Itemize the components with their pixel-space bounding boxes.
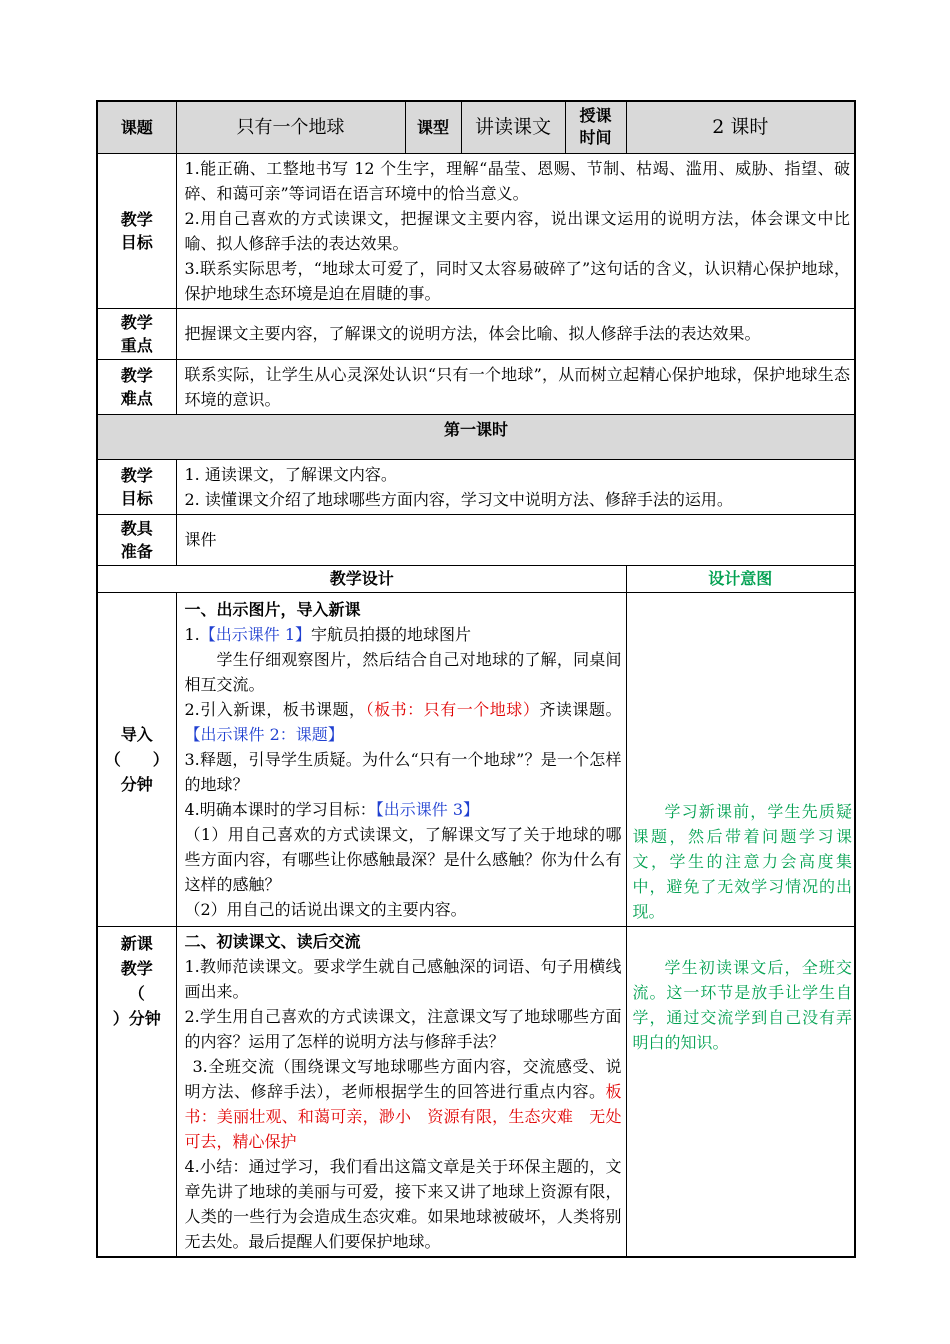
goals-label-line-2: 目标 — [120, 232, 153, 252]
part2-label-line-4: ）分钟 — [112, 1008, 161, 1028]
part1-line: 3.释题，引导学生质疑。为什么“只有一个地球”？是一个怎样的地球？ — [184, 749, 622, 794]
intent-label: 设计意图 — [626, 565, 855, 592]
part1-intent: 学习新课前，学生先质疑课题，然后带着问题学习课文，学生的注意力会高度集中，避免了无效学习情况的出现。 — [626, 592, 855, 926]
goals-label-line-1: 教学 — [120, 209, 153, 229]
hours-label — [565, 101, 626, 153]
difficulties-label — [97, 359, 176, 414]
part1-l5-a: 4.明确本课时的学习目标： — [184, 799, 376, 819]
lesson1-goals — [176, 459, 855, 514]
part2-line — [185, 1054, 622, 1154]
part1-label — [97, 592, 176, 926]
topic-label: 课题 — [97, 101, 176, 153]
part1-line — [185, 797, 622, 822]
lesson1-goals-label-line-2: 目标 — [120, 488, 153, 508]
part2-label-line-1: 新课 — [120, 933, 153, 953]
part2-line: 4.小结：通过学习，我们看出这篇文章是关于环保主题的，文章先讲了地球的美丽与可爱，接下来又讲了地球上资源有限，人类的一些行为会造成生态灾难。如果地球被破坏，人类将别无去处。最后提醒人们要保护地球。 — [184, 1156, 622, 1251]
difficulties-label-line-1: 教学 — [120, 365, 153, 385]
part2-heading: 二、初读课文、读后交流 — [184, 931, 361, 951]
blackboard-note: 板书：美丽壮观、和蔼可亲，渺小 资源有限，生态灾难 无处可去，精心保护 — [184, 1081, 622, 1151]
tools-row — [97, 514, 855, 565]
tools-label — [97, 514, 176, 565]
part1-line: （1）用自己喜欢的方式读课文，了解课文写了关于地球的哪些方面内容，有哪些让你感触最深？是什么感触？你为什么有这样的感触？ — [184, 824, 622, 894]
goal-item: 2.用自己喜欢的方式读课文，把握课文主要内容，说出课文运用的说明方法，体会课文中比喻、拟人修辞手法的表达效果。 — [184, 208, 851, 253]
key-points-label — [97, 308, 176, 359]
tools-label-line-2: 准备 — [120, 541, 153, 561]
lesson1-goal-item: 2. 读懂课文介绍了地球哪些方面内容，学习文中说明方法、修辞手法的运用。 — [184, 489, 733, 509]
part1-label-line-1: 导入 — [120, 724, 153, 744]
difficulties-row — [97, 359, 855, 414]
difficulties-text: 联系实际，让学生从心灵深处认识“只有一个地球”，从而树立起精心保护地球，保护地球生态环境的意识。 — [176, 359, 855, 414]
lesson-plan — [96, 100, 854, 1258]
lesson1-goals-row — [97, 459, 855, 514]
part1-line — [185, 697, 622, 747]
blackboard-note: （板书：只有一个地球） — [365, 699, 540, 719]
tools-label-line-1: 教具 — [120, 518, 153, 538]
courseware-tag: 【出示课件 1】 — [199, 624, 312, 644]
courseware-tag: 【出示课件 2：课题】 — [184, 724, 344, 744]
part1-row — [97, 592, 855, 926]
difficulties-label-line-2: 难点 — [120, 388, 153, 408]
goal-item: 1.能正确、工整地书写 12 个生字，理解“晶莹、恩赐、节制、枯竭、滥用、威胁、指望、破碎、和蔼可亲”等词语在语言环境中的恰当意义。 — [184, 158, 851, 203]
part1-l1-text: 宇航员拍摄的地球图片 — [311, 624, 472, 644]
part2-content — [176, 926, 626, 1257]
goals-content — [176, 153, 855, 308]
goals-label — [97, 153, 176, 308]
key-points-label-line-2: 重点 — [120, 335, 153, 355]
part1-line: 学生仔细观察图片，然后结合自己对地球的了解，同桌间相互交流。 — [184, 649, 622, 694]
lesson1-title-row — [97, 414, 855, 459]
type-value: 讲读课文 — [461, 101, 565, 153]
part1-label-line-3: 分钟 — [120, 774, 153, 794]
part1-l3-b: 齐读课题。 — [539, 699, 622, 719]
lesson-plan-table — [96, 100, 856, 1258]
part1-l1-prefix: 1. — [184, 624, 200, 644]
part2-label-line-2: 教学 — [120, 958, 153, 978]
part2-l3: 3.全班交流（围绕课文写地球哪些方面内容，交流感受、说明方法、修辞手法），老师根据学生的回答进行重点内容。 — [184, 1056, 622, 1101]
part2-line: 1.教师范读课文。要求学生就自己感触深的词语、句子用横线画出来。 — [184, 956, 622, 1001]
type-label: 课型 — [405, 101, 461, 153]
key-points-label-line-1: 教学 — [120, 312, 153, 332]
part1-content — [176, 592, 626, 926]
lesson1-goals-label — [97, 459, 176, 514]
part1-heading: 一、出示图片，导入新课 — [184, 599, 361, 619]
tools-text: 课件 — [176, 514, 855, 565]
part2-row — [97, 926, 855, 1257]
part1-l3-a: 2.引入新课，板书课题， — [184, 699, 366, 719]
part1-label-line-2: （ ） — [104, 749, 169, 769]
hours-label-line-2: 时间 — [579, 128, 612, 148]
lesson1-goals-label-line-1: 教学 — [120, 465, 153, 485]
design-label: 教学设计 — [97, 565, 626, 592]
goal-item: 3.联系实际思考，“地球太可爱了，同时又太容易破碎了”这句话的含义，认识精心保护地球，保护地球生态环境是迫在眉睫的事。 — [184, 258, 851, 303]
key-points-text: 把握课文主要内容，了解课文的说明方法，体会比喻、拟人修辞手法的表达效果。 — [176, 308, 855, 359]
design-header-row — [97, 565, 855, 592]
goals-row — [97, 153, 855, 308]
part1-line — [185, 622, 622, 647]
part1-line: （2）用自己的话说出课文的主要内容。 — [184, 899, 467, 919]
part2-intent: 学生初读课文后，全班交流。这一环节是放手让学生自学，通过交流学到自己没有弄明白的知识。 — [626, 926, 855, 1257]
part2-label-line-3: （ — [128, 983, 145, 1003]
lesson1-title: 第一课时 — [97, 414, 855, 459]
hours-label-line-1: 授课 — [579, 106, 612, 126]
topic-value: 只有一个地球 — [176, 101, 405, 153]
header-row — [97, 101, 855, 153]
hours-value: 2 课时 — [626, 101, 855, 153]
lesson1-goal-item: 1. 通读课文，了解课文内容。 — [184, 464, 397, 484]
courseware-tag: 【出示课件 3】 — [375, 799, 480, 819]
part2-line: 2.学生用自己喜欢的方式读课文，注意课文写了地球哪些方面的内容？运用了怎样的说明方法与修辞手法？ — [184, 1006, 622, 1051]
key-points-row — [97, 308, 855, 359]
part2-label — [97, 926, 176, 1257]
